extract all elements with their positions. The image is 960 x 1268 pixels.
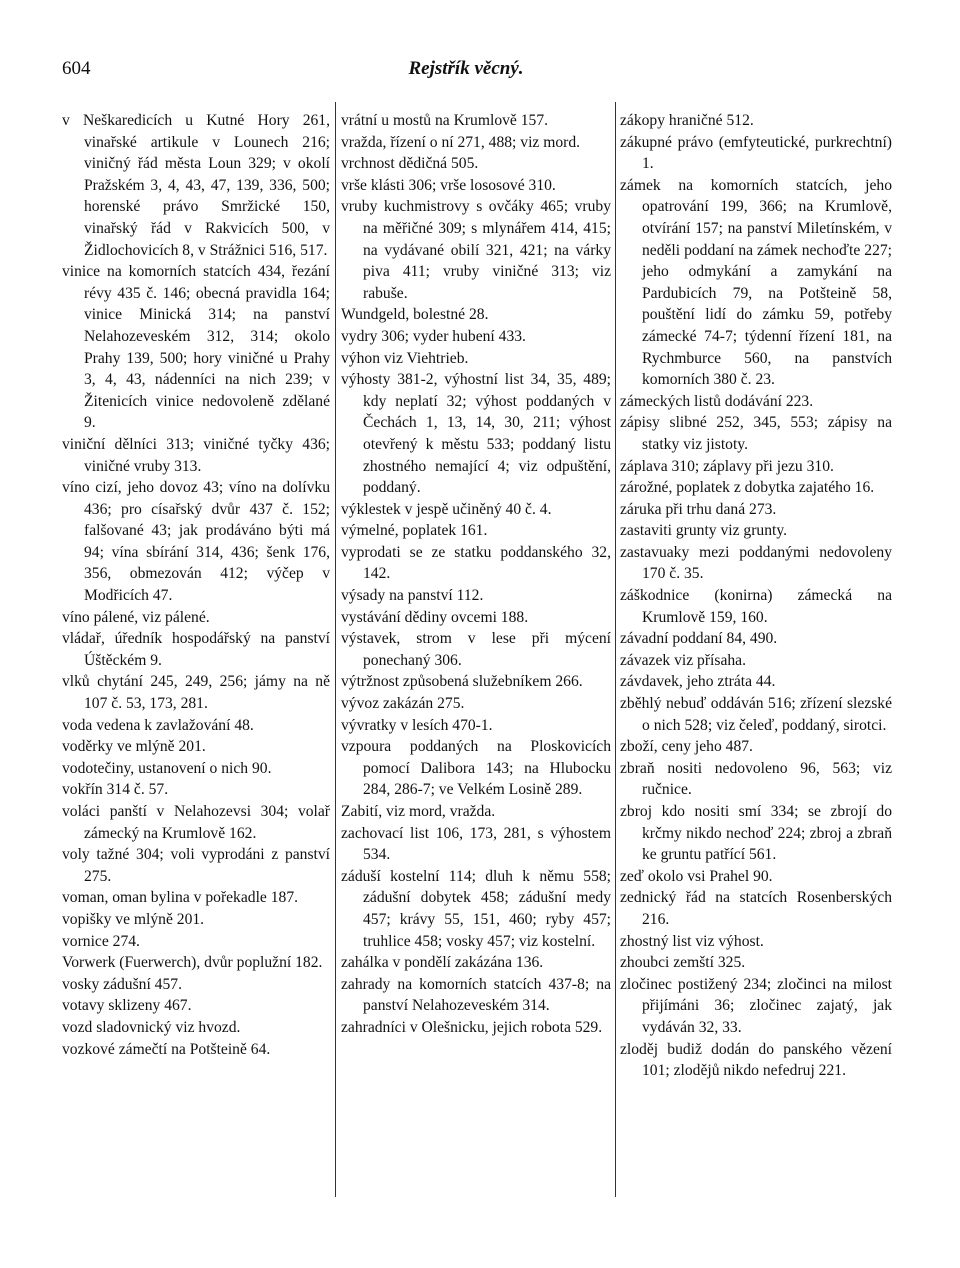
index-entry: vozd sladovnický viz hvozd. [62,1018,241,1036]
index-entry: zbraň nositi nedovoleno 96, 563; viz ručnice. [620,759,892,799]
index-column-2 [341,110,611,1039]
index-entry: vlků chytání 245, 249, 256; jámy na ně 107 č. 53, 173, 281. [62,673,330,713]
index-entry: vozkové zámečtí na Potšteině 64. [62,1040,271,1058]
index-entry: vyprodati se ze statku poddanského 32, 142. [341,543,611,583]
index-entry: zahradníci v Olešnicku, jejich robota 529. [341,1018,603,1036]
index-entry: zastaviti grunty viz grunty. [620,522,788,540]
index-entry: voman, oman bylina v pořekadle 187. [62,889,299,907]
index-entry: zboží, ceny jeho 487. [620,738,753,756]
index-entry: vosky zádušní 457. [62,975,182,993]
index-entry: voda vedena k zavlažování 48. [62,716,254,734]
index-entry: vládař, úředník hospodářský na panství Úštěckém 9. [62,630,330,669]
running-title: Rejstřík věcný. [408,58,524,79]
index-entry: voly tažné 304; voli vyprodáni z panství 275. [62,846,330,885]
index-entry: vývoz zakázán 275. [341,695,465,713]
index-entry: víno pálené, viz pálené. [62,608,210,626]
column-divider [335,102,336,1197]
index-entry: vinice na komorních statcích 434, řezání révy 435 č. 146; obecná pravidla 164; vinice Minická 314; na panství Nelahozeveském 312, 314; okolo Prahy 139, 500; hory viničné u Prahy 3, 4, 43, nádenníci na nich 239; v Žitenicích vinice nedovoleně zdělané 9. [62,263,330,432]
index-column-1 [62,110,330,1060]
index-entry: vodotečiny, ustanovení o nich 90. [62,759,272,777]
index-entry: vrátní u mostů na Krumlově 157. [341,112,549,129]
index-entry: viniční dělníci 313; viničné tyčky 436; viničné vruby 313. [62,435,330,475]
index-entry: zhostný list viz výhost. [620,932,764,950]
index-entry: závadní poddaní 84, 490. [620,630,778,648]
index-entry: voděrky ve mlýně 201. [62,738,206,756]
index-entry: votavy sklizeny 467. [62,997,192,1015]
index-entry: vrchnost dědičná 505. [341,155,479,173]
column-divider [615,102,616,1197]
index-entry: výhosty 381-2, výhostní list 34, 35, 489; kdy neplatí 32; výhost poddaných v Čechách 1, 13, 14, 30, 211; výhost otevřený k městu 533; poddaný listu zhostného nemající 4; viz odpuštění, poddaný. [341,371,611,497]
index-entry: vruby kuchmistrovy s ovčáky 465; vruby na měřičné 309; s mlynářem 414, 415; na vydávané obilí 321, 421; na várky piva 411; vruby viničné 313; viz rabuše. [341,198,611,302]
index-entry: zahálka v pondělí zakázána 136. [341,954,544,972]
index-entry: zloděj budiž dodán do panského vězení 101; zlodějů nikdo nefedruj 221. [620,1040,892,1080]
index-entry: vzpoura poddaných na Ploskovicích pomocí Dalibora 143; na Hlubocku 284, 286-7; ve Velkém Losině 289. [341,738,611,799]
index-entry: víno cizí, jeho dovoz 43; víno na dolívku 436; pro císařský dvůr 437 č. 152; falšované 43; jak prodáváno býti má 94; vína sbírání 314, 436; šenk 176, 356, obmezován 412; výčep v Modřicích 47. [62,479,330,605]
index-entry: Wundgeld, bolestné 28. [341,306,489,324]
index-entry: výsady na panství 112. [341,587,484,605]
index-entry: výklestek v jespě učiněný 40 č. 4. [341,500,552,518]
index-entry: záruka při trhu daná 273. [620,500,777,518]
index-entry: závdavek, jeho ztráta 44. [620,673,776,691]
index-entry: Vorwerk (Fuerwerch), dvůr poplužní 182. [62,954,323,972]
index-entry: závazek viz přísaha. [620,651,746,669]
index-entry: vydry 306; vyder hubení 433. [341,327,526,345]
index-entry: zločinec postižený 234; zločinci na milost přijímáni 36; zločinec zajatý, jak vydáván 32, 33. [620,975,892,1036]
index-entry: zárožné, poplatek z dobytka zajatého 16. [620,479,875,497]
index-entry: vystávání dědiny ovcemi 188. [341,608,529,626]
index-entry: zámek na komorních statcích, jeho opatrování 199, 366; na Krumlově, otvírání 157; na panství Miletínském, v neděli poddaní na zámek nechoďte 227; jeho odmykání a zamykání na Pardubicích 79, na Potšteině 58, pouštění lidí do zámku 59, potřeby zámecké 74-7; týdenní řízení 181, na Rychmburce 560, na panstvích komorních 380 č. 23. [620,176,892,389]
index-entry: zámeckých listů dodávání 223. [620,392,814,410]
index-entry: vražda, řízení o ní 271, 488; viz mord. [341,133,581,151]
index-entry: zahrady na komorních statcích 437-8; na panství Nelahozeveském 314. [341,975,611,1015]
index-entry: výmelné, poplatek 161. [341,522,488,540]
index-entry: zbroj kdo nositi smí 334; se zbrojí do krčmy nikdo nechoď 224; zbroj a zbraň ke gruntu patřící 561. [620,803,892,864]
index-entry: zastavuaky mezi poddanými nedovoleny 170 č. 35. [620,543,892,583]
index-entry: vrše klásti 306; vrše lososové 310. [341,176,556,194]
index-entry: výtržnost způsobená služebníkem 266. [341,673,583,691]
index-entry: zhoubci zemští 325. [620,954,746,972]
index-entry: záduší kostelní 114; dluh k němu 558; zádušní dobytek 458; zádušní medy 457; krávy 55, 151, 460; ryby 457; truhlice 458; vosky 457; viz kostelní. [341,867,611,950]
index-entry: v Neškaredicích u Kutné Hory 261, vinařské artikule v Lounech 216; viničný řád města Loun 329; v okolí Pražském 3, 4, 43, 47, 139, 336, 500; horenské právo Smržické 150, vinařský řád v Rakvicích 500, v Židlochovicích 8, v Strážnici 516, 517. [62,112,330,259]
index-column-3 [620,110,892,1082]
index-entry: vokřín 314 č. 57. [62,781,169,799]
page-number: 604 [62,58,91,79]
index-entry: zápisy slibné 252, 345, 553; zápisy na statky viz jistoty. [620,414,892,453]
index-entry: výhon viz Viehtrieb. [341,349,469,367]
index-entry: Zabití, viz mord, vražda. [341,803,496,820]
index-entry: zběhlý nebuď oddáván 516; zřízení slezské o nich 528; viz čeleď, poddaný, sirotci. [620,695,892,734]
index-entry: zachovací list 106, 173, 281, s výhostem 534. [341,824,611,864]
index-entry: vopišky ve mlýně 201. [62,910,205,928]
index-entry: záškodnice (konirna) zámecká na Krumlově 159, 160. [620,587,892,626]
index-entry: voláci panští v Nelahozevsi 304; volař zámecký na Krumlově 162. [62,803,330,842]
index-entry: výstavek, strom v lese při mýcení ponechaný 306. [341,630,611,669]
index-entry: záplava 310; záplavy při jezu 310. [620,457,834,475]
index-entry: vornice 274. [62,932,140,950]
index-entry: zeď okolo vsi Prahel 90. [620,867,773,885]
index-entry: zákopy hraničné 512. [620,112,754,129]
index-entry: vývratky v lesích 470-1. [341,716,493,734]
index-entry: zákupné právo (emfyteutické, purkrechtní) 1. [620,133,892,173]
page-header [62,58,870,86]
index-entry: zednický řád na statcích Rosenberských 216. [620,889,892,928]
